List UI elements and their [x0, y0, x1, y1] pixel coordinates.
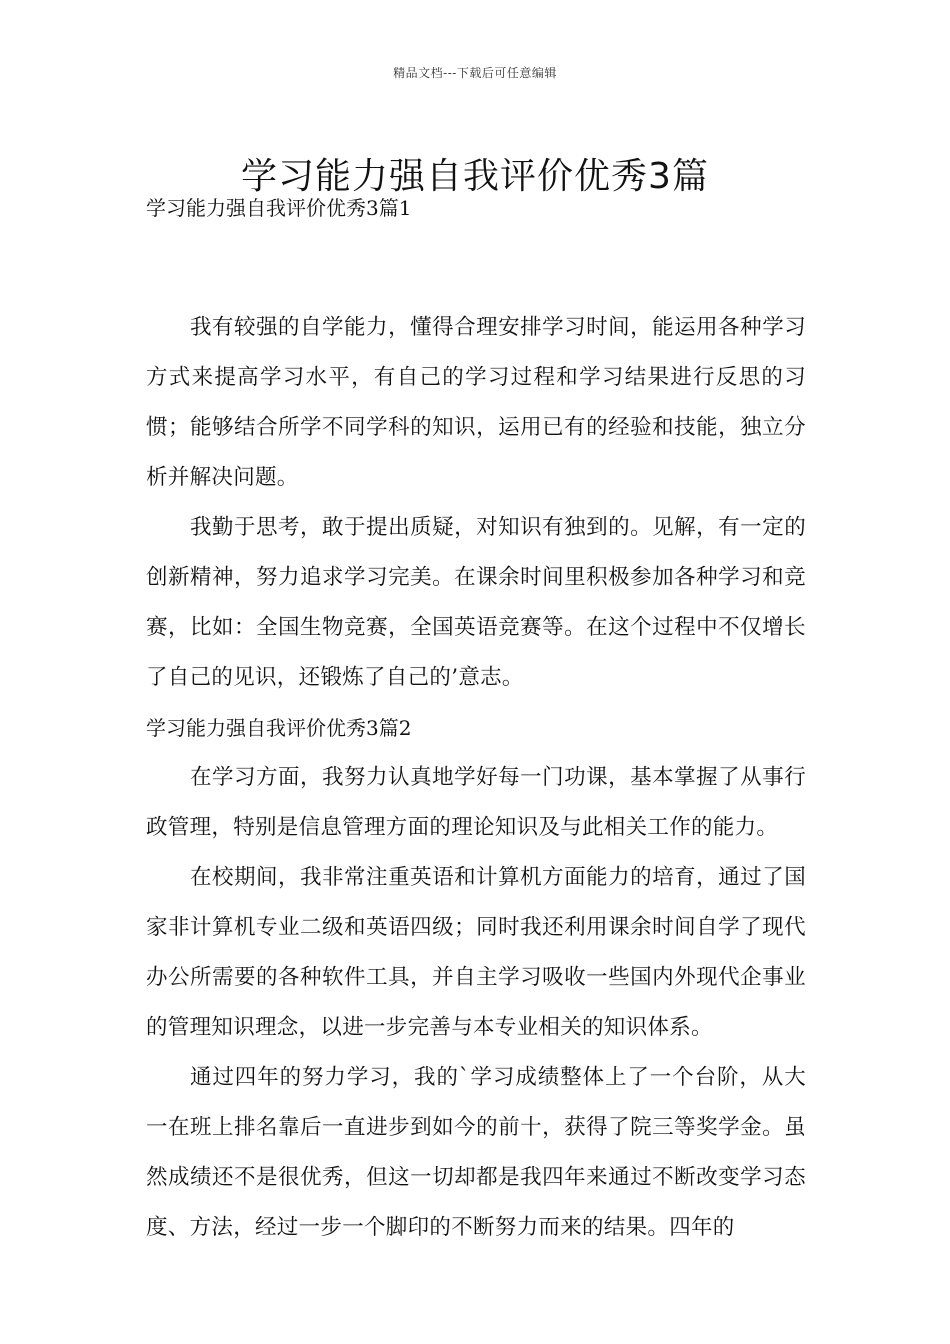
paragraph: 我有较强的自学能力，懂得合理安排学习时间，能运用各种学习方式来提高学习水平，有自己的学习过程和学习结果进行反思的习惯；能够结合所学不同学科的知识，运用已有的经验和技能，独立分析并解决问题。	[146, 315, 806, 490]
paragraph: 在校期间，我非常注重英语和计算机方面能力的培育，通过了国家非计算机专业二级和英语四级；同时我还利用课余时间自学了现代办公所需要的各种软件工具，并自主学习吸收一些国内外现代企事业的管理知识理念，以进一步完善与本专业相关的知识体系。	[146, 865, 806, 1040]
blank-line	[146, 233, 806, 268]
document-title: 学习能力强自我评价优秀3篇	[241, 156, 709, 198]
paragraph: 通过四年的努力学习，我的`学习成绩整体上了一个台阶，从大一在班上排名靠后一直进步到如今的前十，获得了院三等奖学金。虽然成绩还不是很优秀，但这一切却都是我四年来通过不断改变学习态度、方法，经过一步一个脚印的不断努力而来的结果。四年的	[146, 1065, 806, 1240]
paragraph: 在学习方面，我努力认真地学好每一门功课，基本掌握了从事行政管理，特别是信息管理方面的理论知识及与此相关工作的能力。	[146, 765, 806, 840]
paragraph: 我勤于思考，敢于提出质疑，对知识有独到的。见解，有一定的创新精神，努力追求学习完美。在课余时间里积极参加各种学习和竞赛，比如：全国生物竞赛，全国英语竞赛等。在这个过程中不仅增长了自己的见识，还锻炼了自己的’意志。	[146, 515, 806, 690]
document-body	[146, 183, 806, 1253]
section-heading-2: 学习能力强自我评价优秀3篇2	[146, 716, 412, 740]
section-heading-1: 学习能力强自我评价优秀3篇1	[146, 196, 412, 220]
header-note: 精品文档---下载后可任意编辑	[393, 66, 557, 80]
blank-line	[146, 268, 806, 303]
